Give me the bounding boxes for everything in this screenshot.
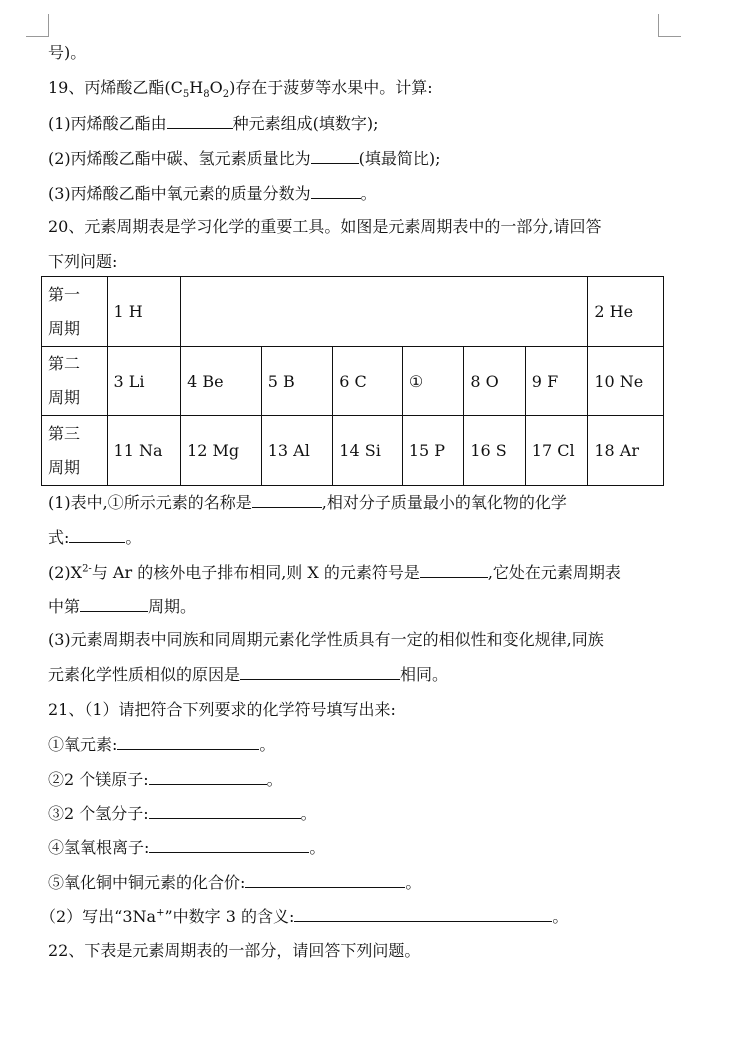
crop-mark-top-right [658,14,681,37]
element-cell: 1 H [107,277,181,347]
q20-part1-line1: (1)表中,①所示元素的名称是 ,相对分子质量最小的氧化物的化学 [48,493,567,512]
answer-blank[interactable] [149,769,267,785]
periodic-table [41,276,664,486]
q19-part2: (2)丙烯酸乙酯中碳、氢元素质量比为 (填最简比); [48,149,441,168]
q20-part2-line1: $(2)X^{2-}$与 Ar 的核外电子排布相同,则 X 的元素符号是 ,它处在元素周期表 [48,563,621,582]
answer-blank[interactable] [80,596,148,612]
element-cell: 8 O [464,347,525,416]
q19-part1: (1)丙烯酸乙酯由 种元素组成(填数字); [48,114,379,133]
answer-blank[interactable] [240,664,400,680]
q20-intro-line1: 20、元素周期表是学习化学的重要工具。如图是元素周期表中的一部分,请回答 [48,217,602,236]
top-fragment: 号)。 [48,43,87,62]
element-cell: 11 Na [107,416,181,486]
unknown-element-cell: ① [402,347,463,416]
q20-part1-line2: 式: 。 [48,528,142,547]
answer-blank[interactable] [245,872,405,888]
element-cell: 12 Mg [181,416,262,486]
q20-intro-line2: 下列问题: [48,252,118,271]
element-cell: 15 P [402,416,463,486]
answer-blank[interactable] [294,906,552,922]
answer-blank[interactable] [252,492,322,508]
element-cell: 6 C [333,347,403,416]
answer-blank[interactable] [420,562,488,578]
empty-cell [181,277,588,347]
answer-blank[interactable] [69,527,125,543]
q21-part2: （2）写出“3Na+”中数字 3 的含义: 。 [40,907,569,926]
element-cell: 14 Si [333,416,403,486]
period-label: 第二 周期 [42,347,108,416]
q21-item5: ⑤氧化铜中铜元素的化合价: 。 [48,873,422,892]
q19-intro: 19、丙烯酸乙酯$(C_5H_8O_2)$存在于菠萝等水果中。计算: [48,78,433,101]
crop-mark-top-left [26,14,49,37]
q21-item3: ③2 个氢分子: 。 [48,804,317,823]
table-row [42,277,664,347]
element-cell: 9 F [525,347,588,416]
q20-part2-line2: 中第 周期。 [48,597,197,616]
element-cell: 16 S [464,416,525,486]
element-cell: 5 B [261,347,333,416]
q21-item2: ②2 个镁原子: 。 [48,770,283,789]
q22-intro: 22、下表是元素周期表的一部分，请回答下列问题。 [48,941,421,960]
element-cell: 4 Be [181,347,262,416]
table-row [42,416,664,486]
q21-item4: ④氢氧根离子: 。 [48,838,326,857]
q19-part3: (3)丙烯酸乙酯中氧元素的质量分数为 。 [48,184,377,203]
answer-blank[interactable] [167,113,233,129]
q21-item1: ①氧元素: 。 [48,735,276,754]
table-row [42,347,664,416]
answer-blank[interactable] [311,148,359,164]
q20-part3-line2: 元素化学性质相似的原因是 相同。 [48,665,449,684]
element-cell: 13 Al [261,416,333,486]
answer-blank[interactable] [311,183,361,199]
q20-part3-line1: (3)元素周期表中同族和同周期元素化学性质具有一定的相似性和变化规律,同族 [48,630,604,649]
answer-blank[interactable] [117,734,259,750]
answer-blank[interactable] [149,803,301,819]
element-cell: 18 Ar [588,416,664,486]
element-cell: 10 Ne [588,347,664,416]
element-cell: 17 Cl [525,416,588,486]
period-label: 第一 周期 [42,277,108,347]
element-cell: 3 Li [107,347,181,416]
answer-blank[interactable] [149,837,309,853]
period-label: 第三 周期 [42,416,108,486]
element-cell: 2 He [588,277,664,347]
q21-intro: 21、（1）请把符合下列要求的化学符号填写出来: [48,700,396,719]
